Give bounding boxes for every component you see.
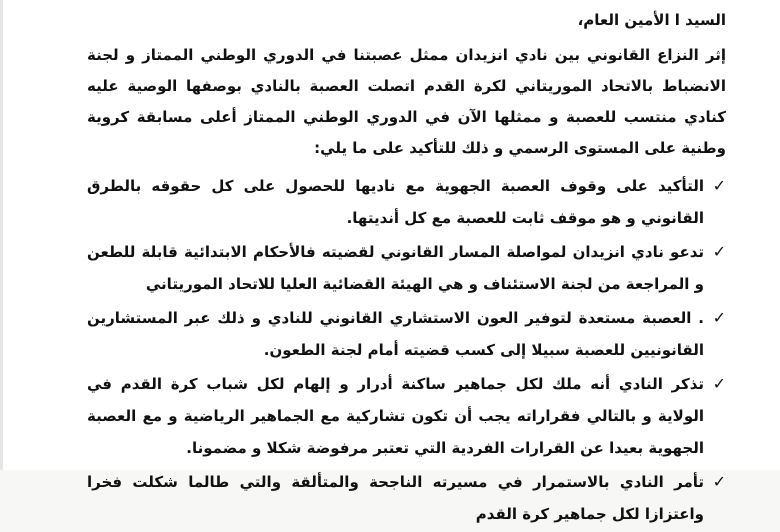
list-item-text: تدعو نادي انزيدان لمواصلة المسار القانوني لقضيته فالأحكام الابتدائية قابلة للطعن و المراجعة من لجنة الاستئناف و هي الهيئة القضائية العليا للاتحاد الموريتاني [87,243,704,293]
list-item-text: تأمر النادي بالاستمرار في مسيرته الناجحة والمتألقة والتي طالما شكلت فخرا واعتزازا لكل جماهير كرة القدم [87,473,704,523]
list-item [87,368,726,464]
salutation: السيد ا الأمين العام، [577,11,726,29]
check-mark-icon: ✓ [712,374,726,393]
list-item-text: . العصبة مستعدة لتوفير العون الاستشاري القانوني للنادي و ذلك عبر المستشارين القانونيين للعصبة سبيلا إلى كسب قضيته أمام لجنة الطعون. [87,309,704,359]
check-mark-icon: ✓ [712,472,726,491]
check-mark-icon: ✓ [712,242,726,261]
letter-body [87,6,726,532]
list-item-text: تذكر النادي أنه ملك لكل جماهير ساكنة أدرار و إلهام لكل شباب كرة القدم في الولاية و بالتالي فقراراته يجب أن تكون تشاركية مع الجماهير الرياضية و مع العصبة الجهوية بعيدا عن القرارات الفردية التي تعتبر مرفوضة شكلا و مضمونا. [87,375,704,457]
list-item [87,236,726,300]
check-mark-icon: ✓ [712,308,726,327]
points-list [87,170,726,530]
intro-paragraph: إثر النزاع القانوني بين نادي انزيدان ممثل عصبتنا في الدوري الوطني الممتاز و لجنة الانضباط بالاتحاد الموريتاني لكرة القدم اتصلت العصبة بالنادي بوصفها الوصية عليه كنادي منتسب للعصبة و ممثلها الآن في الدوري الوطني الممتاز أعلى مسابقة كروية وطنية على المستوى الرسمي و ذلك للتأكيد على ما يلي: [87,46,726,157]
list-item [87,466,726,530]
list-item-text: التأكيد على وقوف العصبة الجهوية مع ناديها للحصول على كل حقوقه بالطرق القانوني و هو موقف ثابت للعصبة مع كل أنديتها. [87,177,704,227]
list-item [87,170,726,234]
list-item [87,302,726,366]
check-mark-icon: ✓ [712,176,726,195]
